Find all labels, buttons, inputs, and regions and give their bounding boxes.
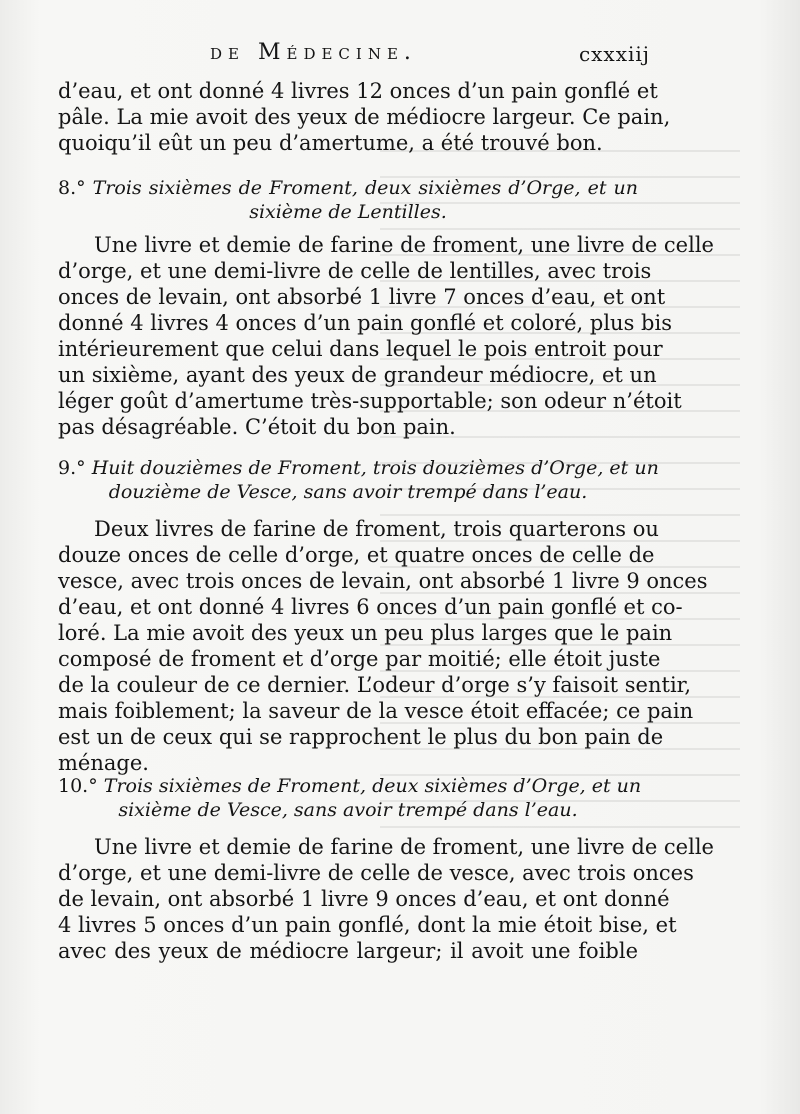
heading-line: sixième de Lentilles.	[249, 201, 447, 223]
paragraph-continuation	[58, 78, 671, 156]
running-title: de Médecine.	[210, 40, 417, 65]
text-line: est un de ceux qui se rapprochent le plus du bon pain de	[58, 725, 664, 749]
heading-line	[58, 456, 659, 480]
recipe-heading-9	[58, 456, 659, 504]
text-line: avec des yeux de médiocre largeur; il avoit une foible	[58, 939, 638, 963]
heading-text: Trois sixièmes de Froment, deux sixièmes d’Orge, et un	[92, 177, 638, 199]
heading-number: 9.°	[58, 457, 86, 479]
text-line: onces de levain, ont absorbé 1 livre 7 onces d’eau, et ont	[58, 285, 666, 309]
heading-line	[58, 176, 638, 200]
text-line: d’eau, et ont donné 4 livres 6 onces d’un pain gonflé et co-	[58, 595, 683, 619]
text-line: mais foiblement; la saveur de la vesce étoit effacée; ce pain	[58, 699, 694, 723]
page-number: cxxxiij	[578, 42, 650, 66]
heading-number: 10.°	[58, 775, 98, 797]
text-line: vesce, avec trois onces de levain, ont absorbé 1 livre 9 onces	[58, 569, 708, 593]
text-line: Une livre et demie de farine de froment, une livre de celle	[94, 835, 714, 859]
text-line: ménage.	[58, 751, 149, 775]
text-line: de levain, ont absorbé 1 livre 9 onces d’eau, et ont donné	[58, 887, 670, 911]
text-line: Une livre et demie de farine de froment, une livre de celle	[94, 233, 714, 257]
text-line: Deux livres de farine de froment, trois quarterons ou	[94, 517, 659, 541]
text-line: loré. La mie avoit des yeux un peu plus larges que le pain	[58, 621, 673, 645]
text-line: composé de froment et d’orge par moitié; elle étoit juste	[58, 647, 661, 671]
recipe-heading-10	[58, 774, 642, 822]
text-line: d’orge, et une demi-livre de celle de lentilles, avec trois	[58, 259, 652, 283]
page-header	[60, 40, 650, 70]
text-line: intérieurement que celui dans lequel le pois entroit pour	[58, 337, 663, 361]
text-line: 4 livres 5 onces d’un pain gonflé, dont la mie étoit bise, et	[58, 913, 677, 937]
text-line: quoiqu’il eût un peu d’amertume, a été trouvé bon.	[58, 131, 603, 155]
recipe-heading-8	[58, 176, 638, 224]
paragraph-9	[58, 516, 708, 776]
heading-line: douzième de Vesce, sans avoir trempé dans l’eau.	[108, 481, 588, 503]
text-line: donné 4 livres 4 onces d’un pain gonflé et coloré, plus bis	[58, 311, 672, 335]
text-line: un sixième, ayant des yeux de grandeur médiocre, et un	[58, 363, 657, 387]
text-line: douze onces de celle d’orge, et quatre onces de celle de	[58, 543, 655, 567]
heading-text: Huit douzièmes de Froment, trois douzièmes d’Orge, et un	[91, 457, 659, 479]
text-line: de la couleur de ce dernier. L’odeur d’orge s’y faisoit sentir,	[58, 673, 692, 697]
text-line: d’eau, et ont donné 4 livres 12 onces d’un pain gonflé et	[58, 79, 658, 103]
paragraph-10	[58, 834, 714, 964]
heading-number: 8.°	[58, 177, 86, 199]
paragraph-8	[58, 232, 714, 440]
heading-line	[58, 774, 642, 798]
text-line: pas désagréable. C’étoit du bon pain.	[58, 415, 456, 439]
heading-line: sixième de Vesce, sans avoir trempé dans l’eau.	[118, 799, 578, 821]
heading-text: Trois sixièmes de Froment, deux sixièmes d’Orge, et un	[103, 775, 642, 797]
text-line: pâle. La mie avoit des yeux de médiocre largeur. Ce pain,	[58, 105, 671, 129]
text-line: d’orge, et une demi-livre de celle de vesce, avec trois onces	[58, 861, 694, 885]
text-line: léger goût d’amertume très-supportable; son odeur n’étoit	[58, 389, 682, 413]
